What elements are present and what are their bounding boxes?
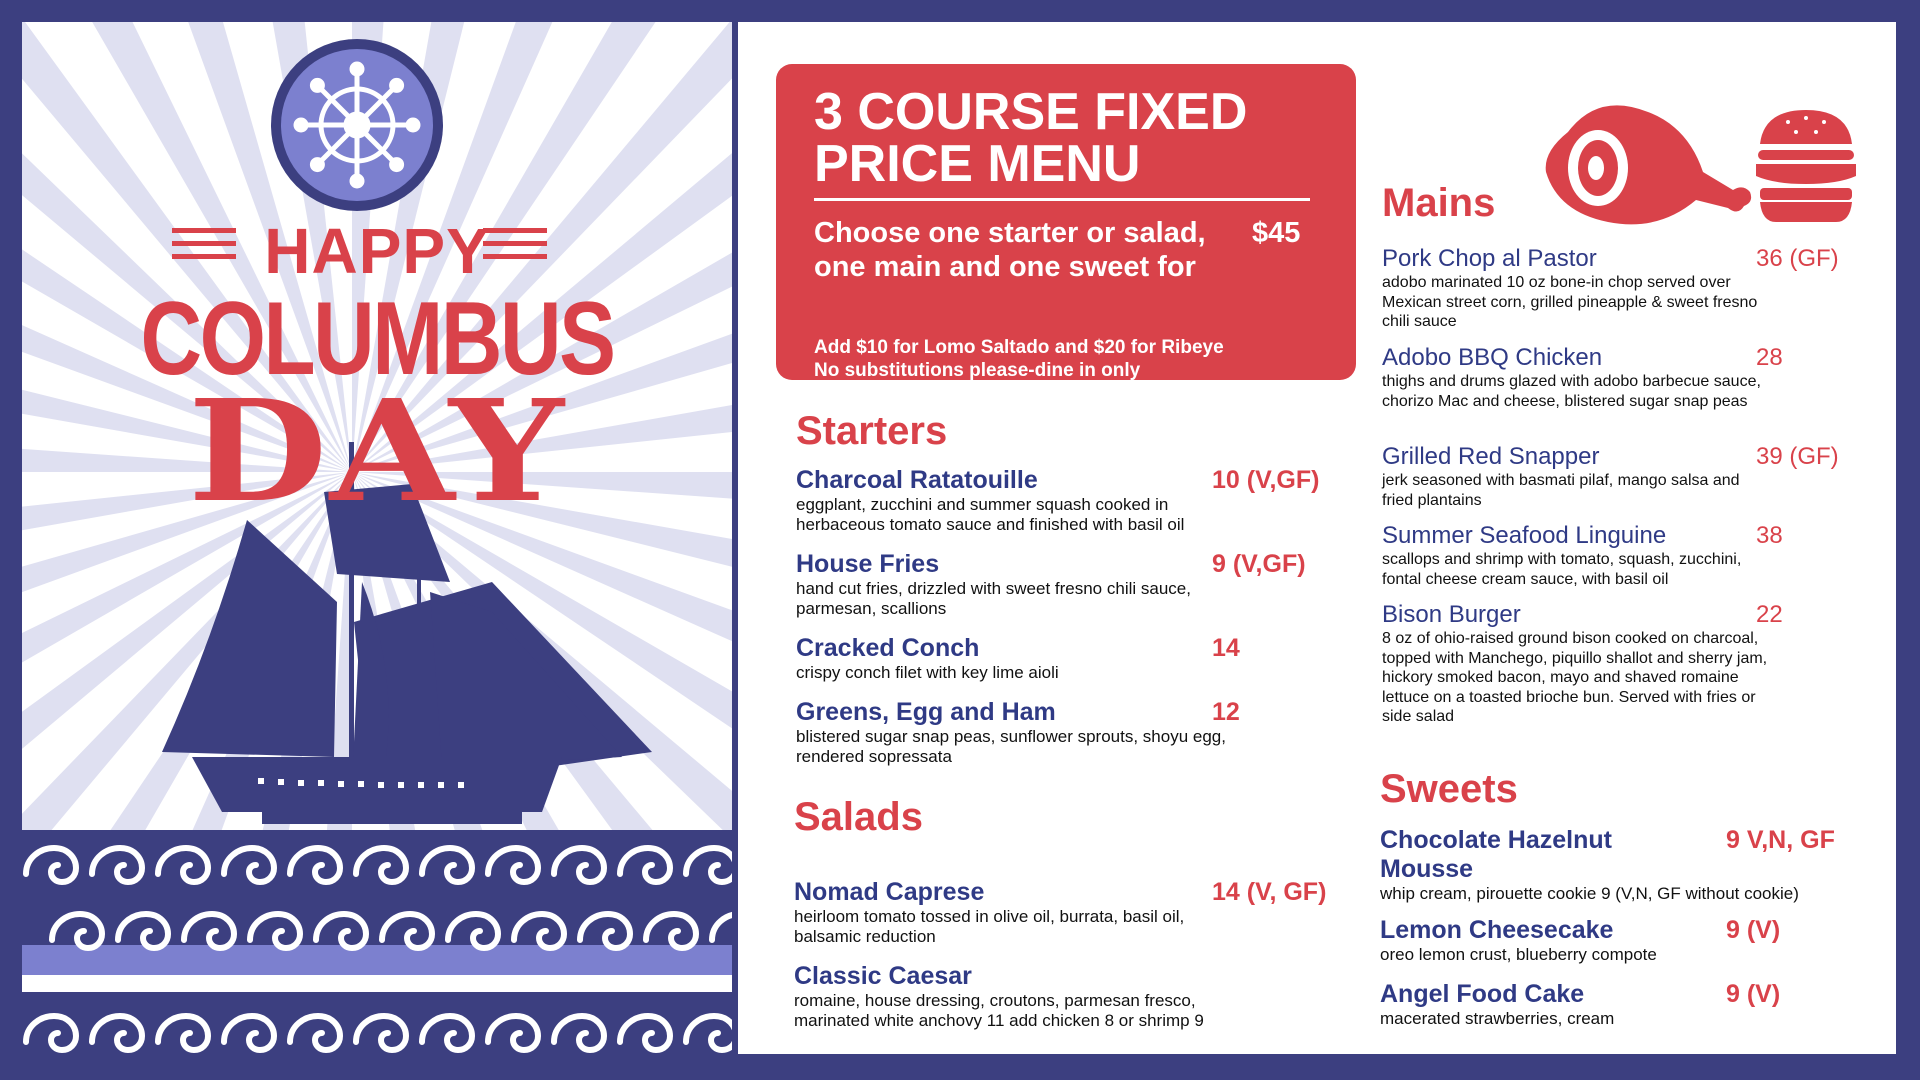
- item-name: Pork Chop al Pastor: [1382, 245, 1597, 272]
- item-price: 9 (V): [1726, 980, 1781, 1008]
- item-name: Angel Food Cake: [1380, 980, 1585, 1008]
- food-icons: [1538, 92, 1868, 232]
- item-name: Lemon Cheesecake: [1380, 916, 1614, 944]
- item-name: Classic Caesar: [794, 962, 972, 990]
- fixed-price-notes: [814, 336, 1334, 382]
- item-price: 10 (V,GF): [1212, 466, 1320, 494]
- item-desc: 8 oz of ohio-raised ground bison cooked on charcoal, topped with Manchego, piquillo shallot and sherry jam, hickory smoked bacon, mayo and shaved romaine lettuce on a toasted brioche bun. Served with fries or side salad: [1382, 630, 1768, 725]
- item-name: House Fries: [796, 550, 940, 578]
- item-desc: jerk seasoned with basmati pilaf, mango salsa and fried plantains: [1382, 472, 1740, 509]
- starter-item: [796, 698, 1336, 767]
- salads-heading: Salads: [794, 795, 923, 839]
- fixed-price-note-1: Add $10 for Lomo Saltado and $20 for Ribeye: [814, 337, 1224, 358]
- item-price: 14 (V, GF): [1212, 878, 1327, 906]
- poster-panel: [22, 22, 732, 1054]
- poster-day: DAY: [187, 370, 567, 534]
- main-item: [1382, 600, 1852, 727]
- item-name: Adobo BBQ Chicken: [1382, 344, 1603, 371]
- sweets-heading: Sweets: [1380, 767, 1518, 811]
- wheel-handle: [392, 80, 402, 90]
- item-desc: romaine, house dressing, croutons, parmesan fresco, marinated white anchovy 11 add chicken 8 or shrimp 9: [794, 991, 1204, 1030]
- menu-panel: [738, 22, 1896, 1054]
- poster-artwork: [22, 22, 732, 1054]
- item-name: Nomad Caprese: [794, 878, 985, 906]
- starters-heading: Starters: [796, 409, 948, 453]
- item-name: Bison Burger: [1382, 601, 1521, 628]
- wave-band-2: [22, 885, 732, 945]
- item-price: 9 V,N, GF: [1726, 826, 1835, 854]
- main-item: [1382, 521, 1852, 589]
- item-price: 22: [1756, 601, 1783, 628]
- wheel-handle: [312, 160, 322, 170]
- item-price: 12: [1212, 698, 1240, 726]
- starter-item: [796, 550, 1336, 619]
- sweet-item: [1380, 916, 1860, 965]
- starter-item: [796, 466, 1336, 535]
- item-price: 14: [1212, 634, 1240, 662]
- item-price: 39 (GF): [1756, 443, 1839, 470]
- wheel-handle: [312, 80, 322, 90]
- wave-gap: [22, 975, 732, 992]
- item-name: Charcoal Ratatouille: [796, 466, 1038, 494]
- wheel-handle: [352, 176, 362, 186]
- fixed-price-amount: $45: [1252, 217, 1301, 249]
- wheel-handle: [296, 120, 306, 130]
- ham-leg-icon: [1546, 105, 1751, 224]
- salad-item: [794, 962, 1354, 1031]
- main-item: [1382, 442, 1852, 510]
- item-desc: hand cut fries, drizzled with sweet fresno chili sauce, parmesan, scallions: [796, 579, 1191, 618]
- main-item: [1382, 244, 1852, 332]
- item-price: 9 (V,GF): [1212, 550, 1306, 578]
- fixed-price-offer: Choose one starter or salad, one main and one sweet for: [814, 217, 1206, 283]
- item-price: 28: [1756, 344, 1783, 371]
- item-name: Summer Seafood Linguine: [1382, 522, 1667, 549]
- poster-happy: HAPPY: [264, 215, 490, 287]
- item-name: Cracked Conch: [796, 634, 980, 662]
- item-price: 9 (V): [1726, 916, 1781, 944]
- fixed-price-divider: [814, 198, 1310, 201]
- wheel-handle: [352, 64, 362, 74]
- main-item: [1382, 343, 1852, 411]
- poster-columbus: COLUMBUS: [140, 281, 614, 397]
- wheel-handle: [392, 160, 402, 170]
- item-desc: oreo lemon crust, blueberry compote: [1380, 945, 1657, 964]
- item-desc: whip cream, pirouette cookie 9 (V,N, GF without cookie): [1380, 884, 1799, 903]
- burger-icon: [1756, 110, 1856, 222]
- item-desc: eggplant, zucchini and summer squash cooked in herbaceous tomato sauce and finished with basil oil: [796, 495, 1185, 534]
- item-desc: adobo marinated 10 oz bone-in chop served over Mexican street corn, grilled pineapple & sweet fresno chili sauce: [1382, 274, 1758, 330]
- fixed-price-box: [776, 64, 1356, 380]
- ship-wheel-icon: [271, 39, 443, 211]
- item-price: 38: [1756, 522, 1783, 549]
- item-desc: thighs and drums glazed with adobo barbecue sauce, chorizo Mac and cheese, blistered sugar snap peas: [1382, 373, 1761, 410]
- item-desc: scallops and shrimp with tomato, squash, zucchini, fontal cheese cream sauce, with basil oil: [1382, 551, 1742, 588]
- wave-band-3: [22, 945, 732, 975]
- item-desc: crispy conch filet with key lime aioli: [796, 663, 1059, 682]
- sweet-item: [1380, 980, 1860, 1029]
- wheel-handle: [408, 120, 418, 130]
- starter-item: [796, 634, 1336, 683]
- item-desc: macerated strawberries, cream: [1380, 1009, 1615, 1028]
- item-name: Chocolate Hazelnut Mousse: [1380, 826, 1612, 883]
- salad-item: [794, 878, 1354, 947]
- fixed-price-title: 3 COURSE FIXED PRICE MENU: [814, 83, 1248, 193]
- item-name: Grilled Red Snapper: [1382, 443, 1600, 470]
- fixed-price-note-2: No substitutions please-dine in only: [814, 360, 1141, 381]
- item-desc: blistered sugar snap peas, sunflower sprouts, shoyu egg, rendered sopressata: [796, 727, 1226, 766]
- item-price: 36 (GF): [1756, 245, 1839, 272]
- mains-heading: Mains: [1382, 181, 1496, 225]
- item-name: Greens, Egg and Ham: [796, 698, 1056, 726]
- sweet-item: [1380, 826, 1860, 904]
- item-desc: heirloom tomato tossed in olive oil, burrata, basil oil, balsamic reduction: [794, 907, 1185, 946]
